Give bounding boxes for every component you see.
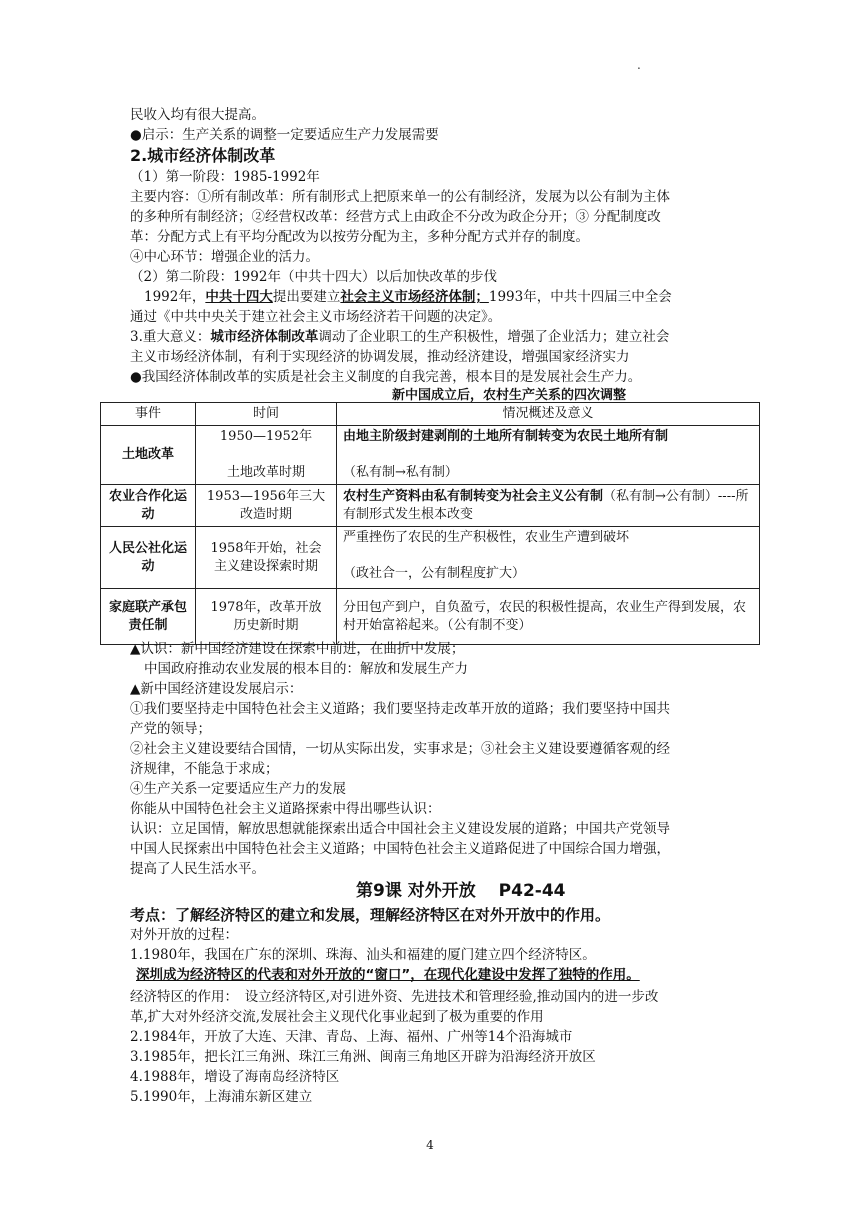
desc-extra: （私有制→私有制） xyxy=(343,465,458,480)
text-line: 革：分配方式上有平均分配改为以按劳分配为主，多种分配方式并存的制度。 xyxy=(130,229,589,245)
time-text: 1950—1952年 xyxy=(219,429,313,444)
desc-plain: （私有制→公有制）----所有制形式发生根本改变 xyxy=(343,488,749,522)
text-line: 中国政府推动农业发展的根本目的：解放和发展生产力 xyxy=(144,661,468,677)
text-line: 经济特区的作用： 设立经济特区,对引进外资、先进技术和管理经验,推动国内的进一步改 xyxy=(130,989,659,1005)
time-text: 历史新时期 xyxy=(233,617,299,633)
spacer xyxy=(202,446,330,464)
rural-reform-table xyxy=(100,402,760,645)
event-cell: 农业合作化运动 xyxy=(101,485,196,527)
table-header-row xyxy=(101,403,760,426)
text-line: 的多种所有制经济；②经营权改革：经营方式上由政企不分改为政企分开；③ 分配制度改 xyxy=(130,209,661,225)
text-line: 民收入均有很大提高。 xyxy=(130,107,265,123)
text-line: 你能从中国特色社会主义道路探索中得出哪些认识： xyxy=(130,801,441,817)
time-text: 改造时期 xyxy=(239,506,292,522)
table-row xyxy=(101,589,760,645)
text-span: 3.重大意义： xyxy=(130,329,211,345)
desc-cell xyxy=(337,485,760,527)
table-row xyxy=(101,426,760,485)
desc-cell: 分田包产到户，自负盈亏，农民的积极性提高，农业生产得到发展，农村开始富裕起来。（公有制不变） xyxy=(337,589,760,645)
event-cell: 人民公社化运动 xyxy=(101,527,196,589)
text-line: 提高了人民生活水平。 xyxy=(130,861,265,877)
text-line xyxy=(130,328,750,347)
emphasis-line: 深圳成为经济特区的代表和对外开放的“窗口”，在现代化建设中发挥了独特的作用。 xyxy=(136,967,640,983)
text-line xyxy=(144,288,764,307)
table-row xyxy=(101,485,760,527)
text-line: 革,扩大对外经济交流,发展社会主义现代化事业起到了极为重要的作用 xyxy=(130,1009,544,1025)
text-line: 5.1990年，上海浦东新区建立 xyxy=(130,1089,313,1105)
section-heading: 2.城市经济体制改革 xyxy=(130,146,276,165)
top-mark: . xyxy=(637,58,641,72)
spacer xyxy=(343,547,753,565)
header-time: 时间 xyxy=(196,403,337,426)
text-line: ▲新中国经济建设发展启示： xyxy=(130,681,303,697)
event-cell: 家庭联产承包责任制 xyxy=(101,589,196,645)
text-line: 产党的领导； xyxy=(130,721,211,737)
text-span: 1992年， xyxy=(144,289,206,305)
text-line: 2.1984年，开放了大连、天津、青岛、上海、福州、广州等14个沿海城市 xyxy=(130,1029,573,1045)
emphasis-text: 中共十四大 xyxy=(205,289,273,305)
text-line: 通过《中共中央关于建立社会主义市场经济若干问题的决定》。 xyxy=(130,309,502,325)
text-line: 济规律，不能急于求成； xyxy=(130,761,279,777)
text-line: 主要内容：①所有制改革：所有制形式上把原来单一的公有制经济，发展为以公有制为主体 xyxy=(130,189,670,205)
spacer xyxy=(343,446,753,464)
time-cell xyxy=(196,527,337,589)
text-line: ④中心环节：增强企业的活力。 xyxy=(130,249,319,265)
desc-plain: 严重挫伤了农民的生产积极性，农业生产遭到破坏 xyxy=(343,530,630,545)
text-span: 1993年，中共十四届三中全会 xyxy=(488,289,672,305)
text-line: ●启示：生产关系的调整一定要适应生产力发展需要 xyxy=(130,127,439,143)
text-span: 提出要建立 xyxy=(272,289,341,305)
text-line: 4.1988年，增设了海南岛经济特区 xyxy=(130,1069,340,1085)
desc-cell xyxy=(337,426,760,485)
time-text: 1953—1956年三大 xyxy=(206,488,326,504)
time-cell xyxy=(196,485,337,527)
text-line: ②社会主义建设要结合国情，一切从实际出发，实事求是；③社会主义建设要遵循客观的经 xyxy=(130,741,670,757)
text-line: 主义市场经济体制，有利于实现经济的协调发展，推动经济建设，增强国家经济实力 xyxy=(130,349,630,365)
text-span: 调动了企业职工的生产积极性，增强了企业活力；建立社会 xyxy=(318,329,670,345)
text-line: 1.1980年，我国在广东的深圳、珠海、汕头和福建的厦门建立四个经济特区。 xyxy=(130,947,596,963)
text-line: 对外开放的过程： xyxy=(130,927,238,943)
time-text: 1958年开始，社会 xyxy=(210,540,322,556)
text-line: ●我国经济体制改革的实质是社会主义制度的自我完善，根本目的是发展社会生产力。 xyxy=(130,369,642,385)
text-line: ①我们要坚持走中国特色社会主义道路；我们要坚持走改革开放的道路；我们要坚持中国共 xyxy=(130,701,670,717)
desc-bold: 农村生产资料由私有制转变为社会主义公有制 xyxy=(343,488,604,504)
time-cell xyxy=(196,589,337,645)
text-line: 认识：立足国情，解放思想就能探索出适合中国社会主义建设发展的道路；中国共产党领导 xyxy=(130,821,670,837)
time-text: 主义建设探索时期 xyxy=(213,558,318,574)
header-desc: 情况概述及意义 xyxy=(337,403,760,426)
time-text: 土地改革时期 xyxy=(226,465,305,480)
text-line: 3.1985年，把长江三角洲、珠江三角洲、闽南三角地区开辟为沿海经济开放区 xyxy=(130,1049,596,1065)
desc-extra: （政社合一，公有制程度扩大） xyxy=(343,566,526,581)
event-cell: 土地改革 xyxy=(101,426,196,485)
desc-bold: 由地主阶级封建剥削的土地所有制转变为农民土地所有制 xyxy=(343,429,669,444)
text-line: （1）第一阶段：1985-1992年 xyxy=(130,169,320,185)
key-point: 考点：了解经济特区的建立和发展，理解经济特区在对外开放中的作用。 xyxy=(130,906,611,924)
table-title: 新中国成立后，农村生产关系的四次调整 xyxy=(392,388,627,403)
text-line: 中国人民探索出中国特色社会主义道路；中国特色社会主义道路促进了中国综合国力增强， xyxy=(130,841,670,857)
text-line: ④生产关系一定要适应生产力的发展 xyxy=(130,781,346,797)
text-line: （2）第二阶段：1992年（中共十四大）以后加快改革的步伐 xyxy=(130,269,497,285)
time-cell xyxy=(196,426,337,485)
text-line: ▲认识：新中国经济建设在探索中前进，在曲折中发展； xyxy=(130,641,465,657)
emphasis-text: 社会主义市场经济体制； xyxy=(340,289,489,305)
desc-cell xyxy=(337,527,760,589)
emphasis-text: 城市经济体制改革 xyxy=(210,329,319,345)
page-number: 4 xyxy=(426,1138,434,1152)
header-event: 事件 xyxy=(101,403,196,426)
table-row xyxy=(101,527,760,589)
lesson-title: 第9课 对外开放 P42-44 xyxy=(356,881,566,901)
time-text: 1978年，改革开放 xyxy=(210,599,322,615)
